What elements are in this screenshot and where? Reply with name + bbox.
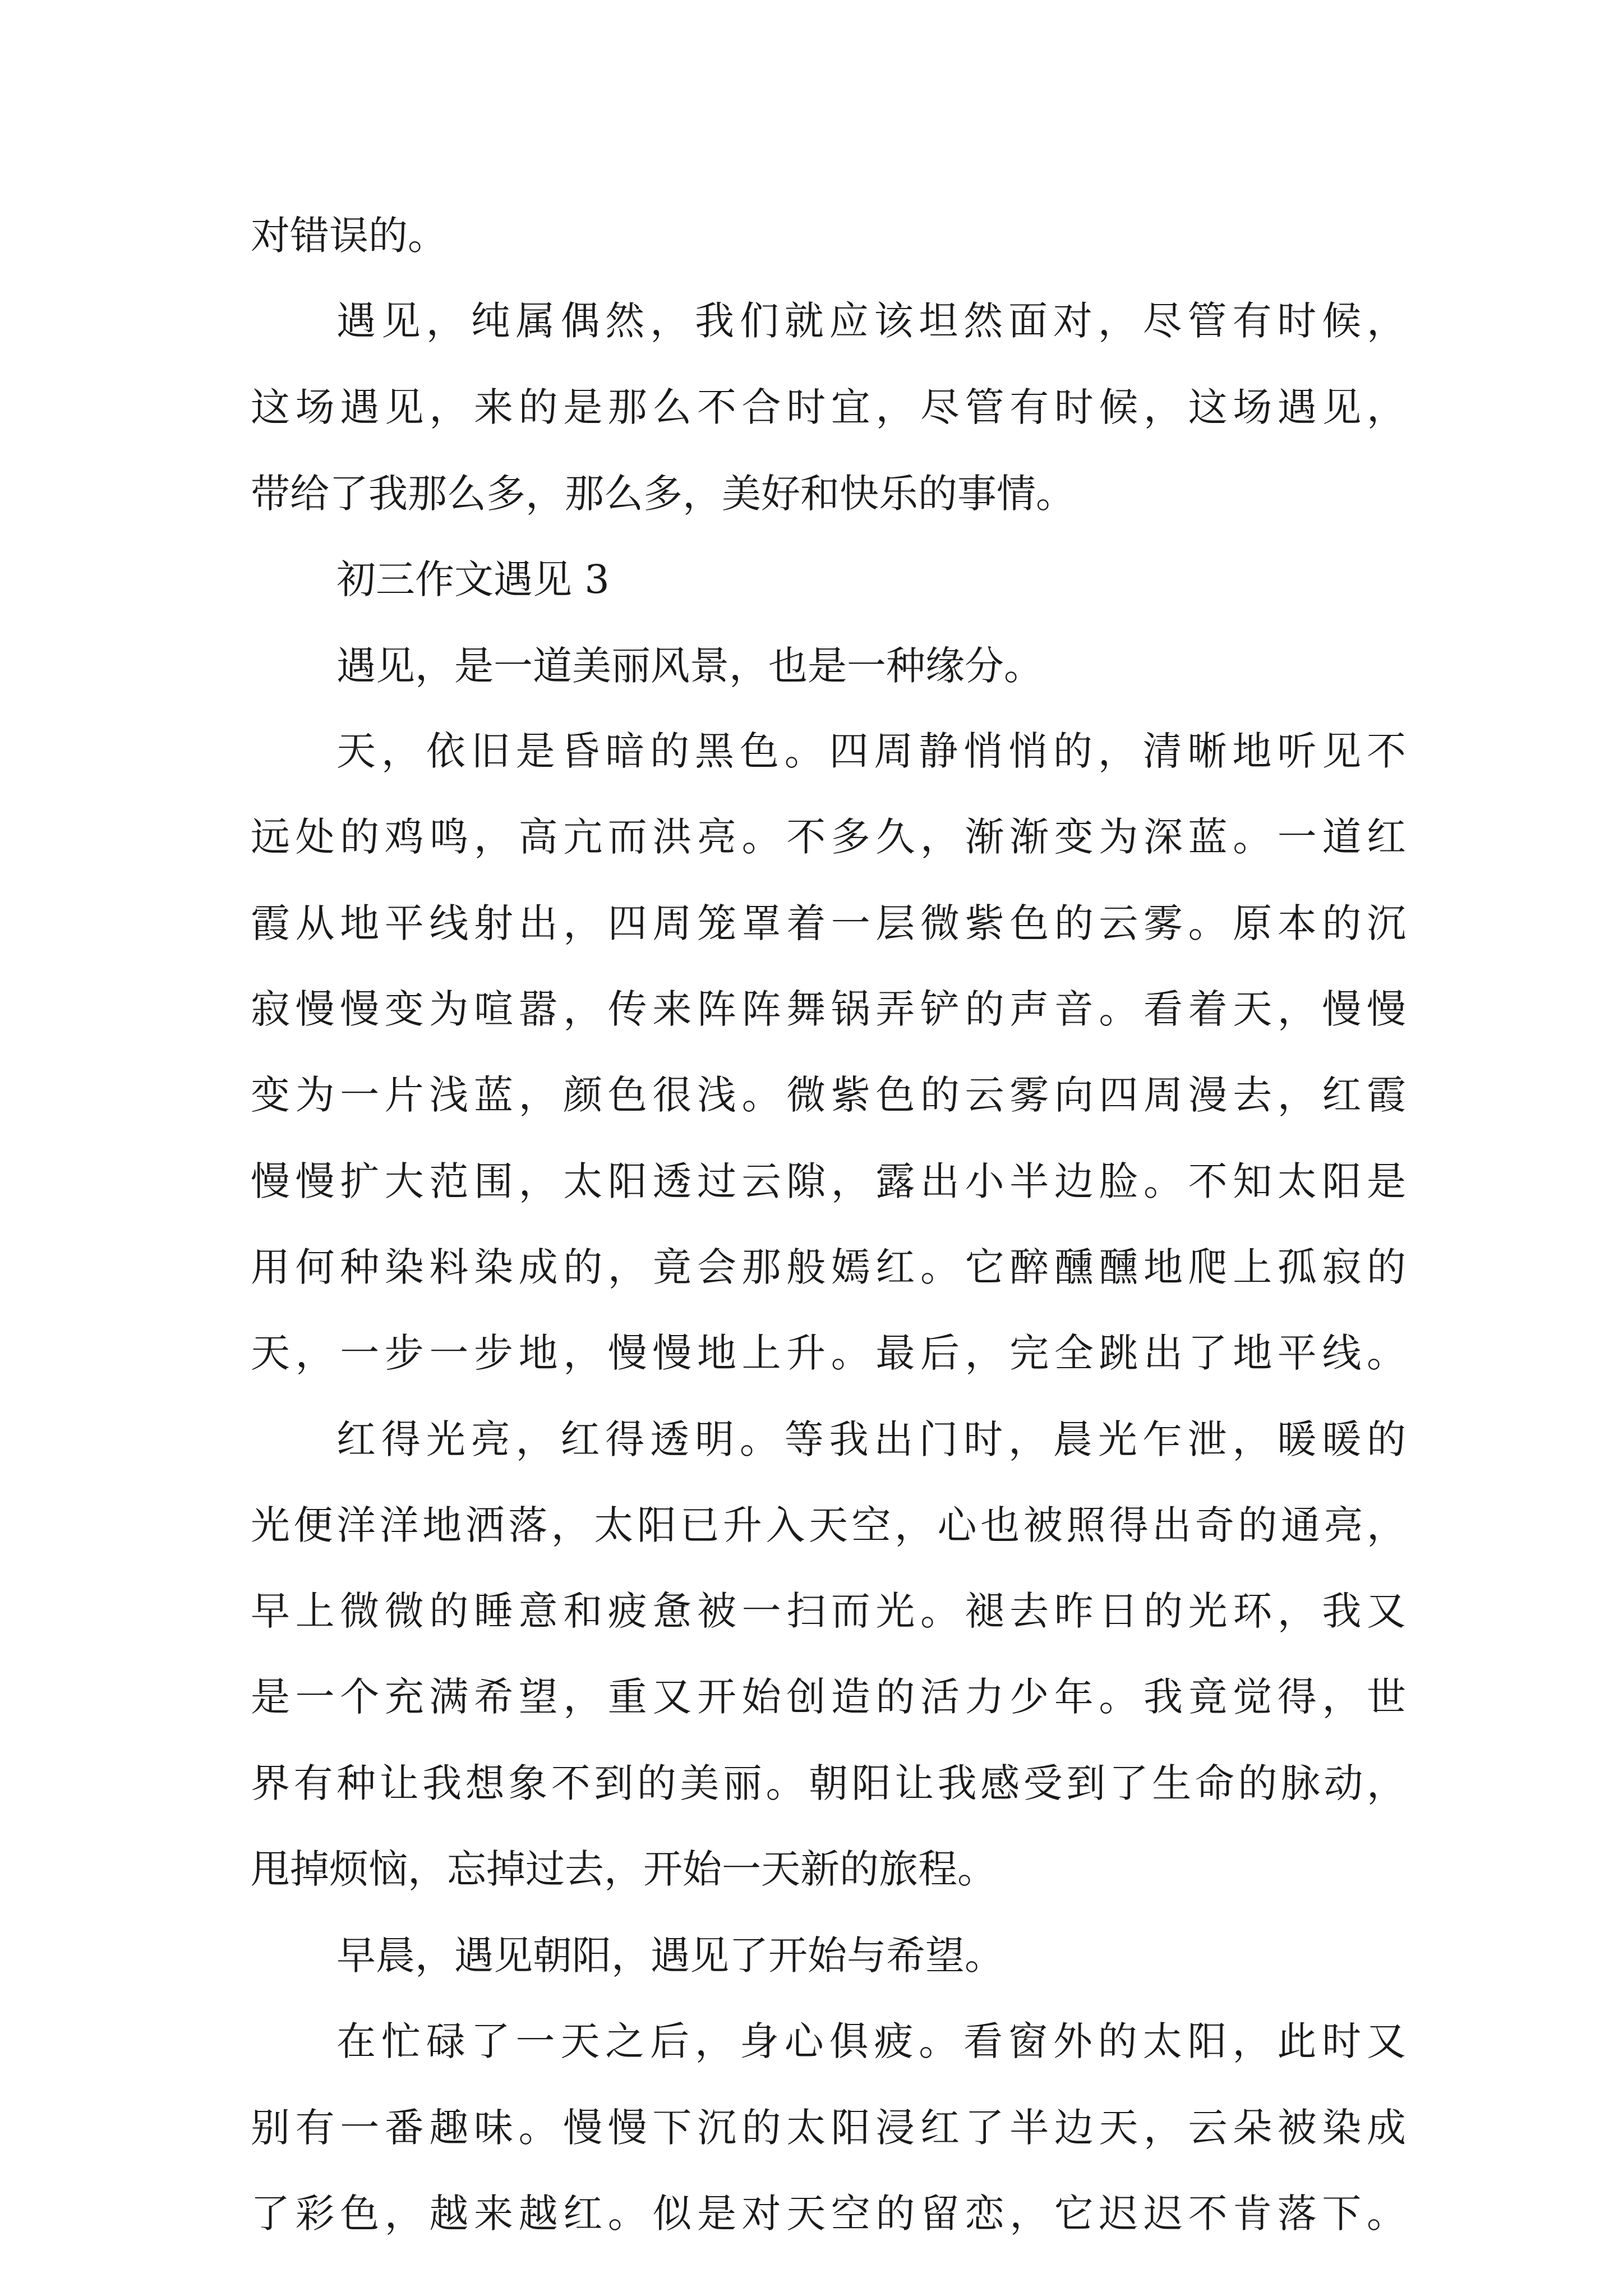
text-line: 界有种让我想象不到的美丽。朝阳让我感受到了生命的脉动， xyxy=(251,1760,1406,1806)
text-line: 了彩色，越来越红。似是对天空的留恋，它迟迟不肯落下。 xyxy=(251,2191,1406,2237)
text-line: 早上微微的睡意和疲惫被一扫而光。褪去昨日的光环，我又 xyxy=(251,1588,1406,1634)
text-line: 别有一番趣味。慢慢下沉的太阳浸红了半边天，云朵被染成 xyxy=(251,2105,1406,2151)
text-line: 早晨，遇见朝阳，遇见了开始与希望。 xyxy=(336,1932,1004,1978)
text-line: 慢慢扩大范围，太阳透过云隙，露出小半边脸。不知太阳是 xyxy=(251,1158,1406,1204)
text-line: 带给了我那么多，那么多，美好和快乐的事情。 xyxy=(251,471,1075,517)
text-line: 光便洋洋地洒落，太阳已升入天空，心也被照得出奇的通亮， xyxy=(251,1502,1406,1548)
text-line: 遇见，是一道美丽风景，也是一种缘分。 xyxy=(336,643,1043,689)
text-line: 甩掉烦恼，忘掉过去，开始一天新的旅程。 xyxy=(251,1846,997,1892)
text-line: 天，一步一步地，慢慢地上升。最后，完全跳出了地平线。 xyxy=(251,1330,1406,1376)
text-line: 红得光亮，红得透明。等我出门时，晨光乍泄，暖暖的 xyxy=(336,1416,1406,1462)
text-line: 变为一片浅蓝，颜色很浅。微紫色的云雾向四周漫去，红霞 xyxy=(251,1072,1406,1118)
text-line: 寂慢慢变为喧嚣，传来阵阵舞锅弄铲的声音。看着天，慢慢 xyxy=(251,986,1406,1032)
text-line: 远处的鸡鸣，高亢而洪亮。不多久，渐渐变为深蓝。一道红 xyxy=(251,814,1406,860)
text-line: 天，依旧是昏暗的黑色。四周静悄悄的，清晰地听见不 xyxy=(336,728,1406,774)
section-heading: 初三作文遇见 3 xyxy=(336,556,610,602)
text-line: 遇见，纯属偶然，我们就应该坦然面对，尽管有时候， xyxy=(336,298,1406,344)
text-line: 在忙碌了一天之后，身心俱疲。看窗外的太阳，此时又 xyxy=(336,2018,1406,2064)
text-line: 对错误的。 xyxy=(251,213,447,259)
text-line: 是一个充满希望，重又开始创造的活力少年。我竟觉得，世 xyxy=(251,1674,1406,1720)
text-line: 这场遇见，来的是那么不合时宜，尽管有时候，这场遇见， xyxy=(251,384,1406,430)
text-line: 霞从地平线射出，四周笼罩着一层微紫色的云雾。原本的沉 xyxy=(251,900,1406,946)
text-line: 用何种染料染成的，竟会那般嫣红。它醉醺醺地爬上孤寂的 xyxy=(251,1244,1406,1290)
